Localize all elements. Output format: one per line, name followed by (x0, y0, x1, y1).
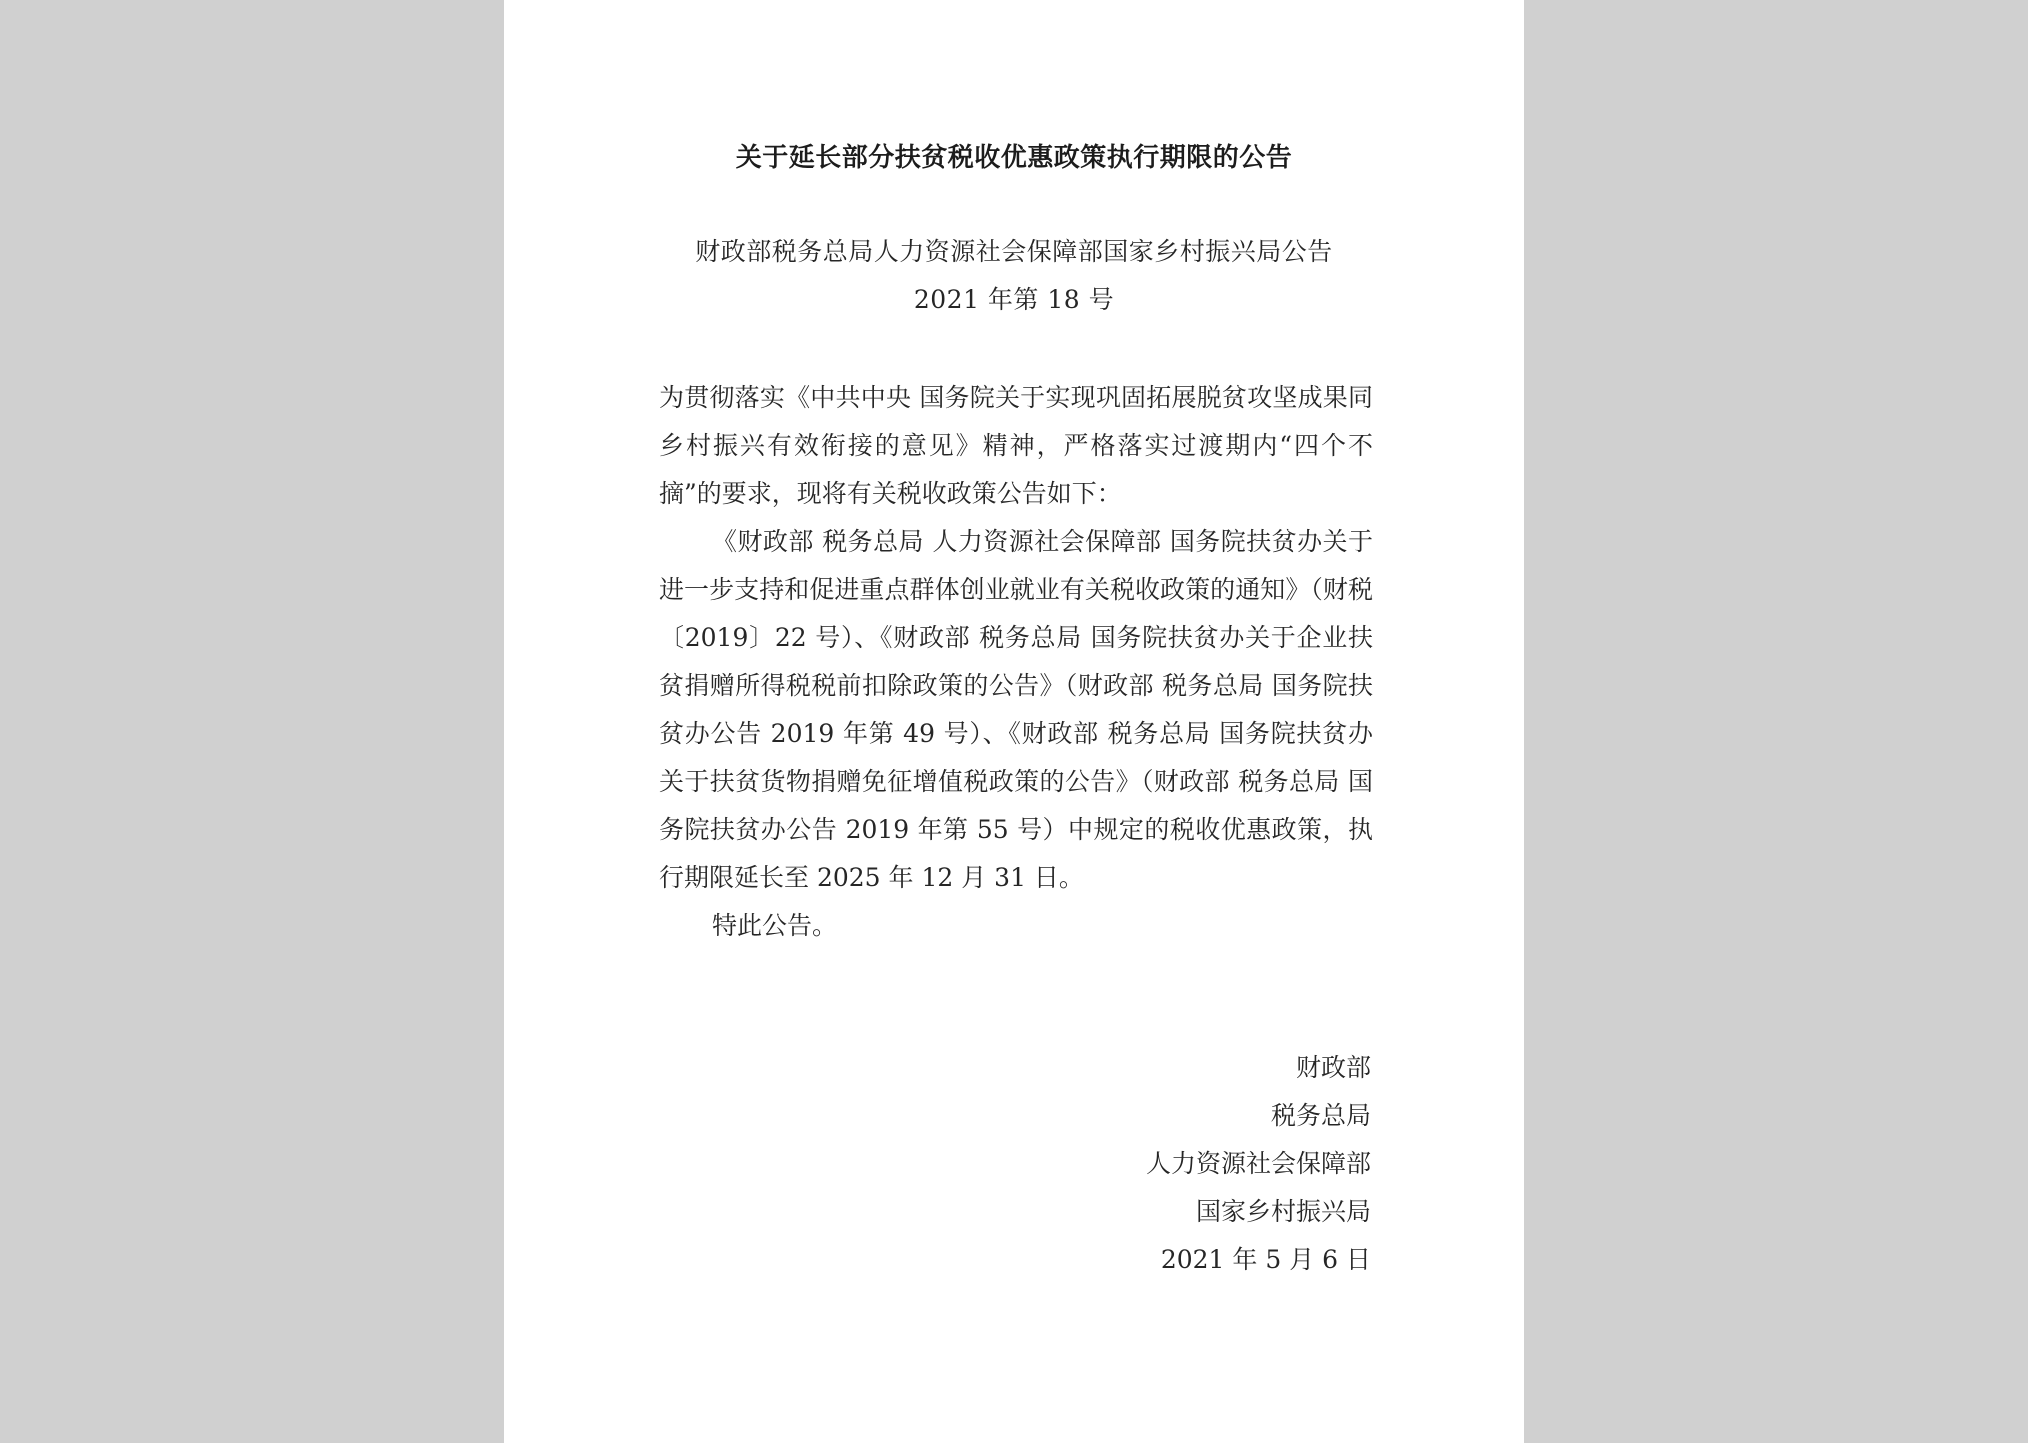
signature-date: 2021 年 5 月 6 日 (1160, 1245, 1371, 1274)
signature-ministry-of-finance: 财政部 (1295, 1053, 1371, 1082)
document-body (659, 374, 1373, 950)
document-title: 关于延长部分扶贫税收优惠政策执行期限的公告 (735, 143, 1293, 173)
signature-human-resources: 人力资源社会保障部 (1145, 1149, 1371, 1178)
paragraph-policy: 《财政部 税务总局 人力资源社会保障部 国务院扶贫办关于进一步支持和促进重点群体创业就业有关税收政策的通知》（财税〔2019〕22 号）、《财政部 税务总局 国务院扶贫办关于企业扶贫捐赠所得税税前扣除政策的公告》（财政部 税务总局 国务院扶贫办公告 2019 年第 49 号）、《财政部 税务总局 国务院扶贫办关于扶贫货物捐赠免征增值税政策的公告》（财政部 税务总局 国务院扶贫办公告 2019 年第 55 号）中规定的税收优惠政策，执行期限延长至 2025 年 12 月 31 日。 (659, 527, 1373, 892)
paragraph-closing: 特此公告。 (712, 911, 838, 940)
announcement-number: 2021 年第 18 号 (913, 285, 1115, 314)
paragraph-intro: 为贯彻落实《中共中央 国务院关于实现巩固拓展脱贫攻坚成果同乡村振兴有效衔接的意见》精神，严格落实过渡期内“四个不摘”的要求，现将有关税收政策公告如下： (659, 383, 1373, 508)
signature-tax-administration: 税务总局 (1270, 1101, 1371, 1130)
issuing-authorities: 财政部税务总局人力资源社会保障部国家乡村振兴局公告 (695, 237, 1333, 266)
document-page (504, 0, 1524, 1443)
signature-rural-revitalization: 国家乡村振兴局 (1195, 1197, 1371, 1226)
signature-block (1146, 1044, 1371, 1284)
